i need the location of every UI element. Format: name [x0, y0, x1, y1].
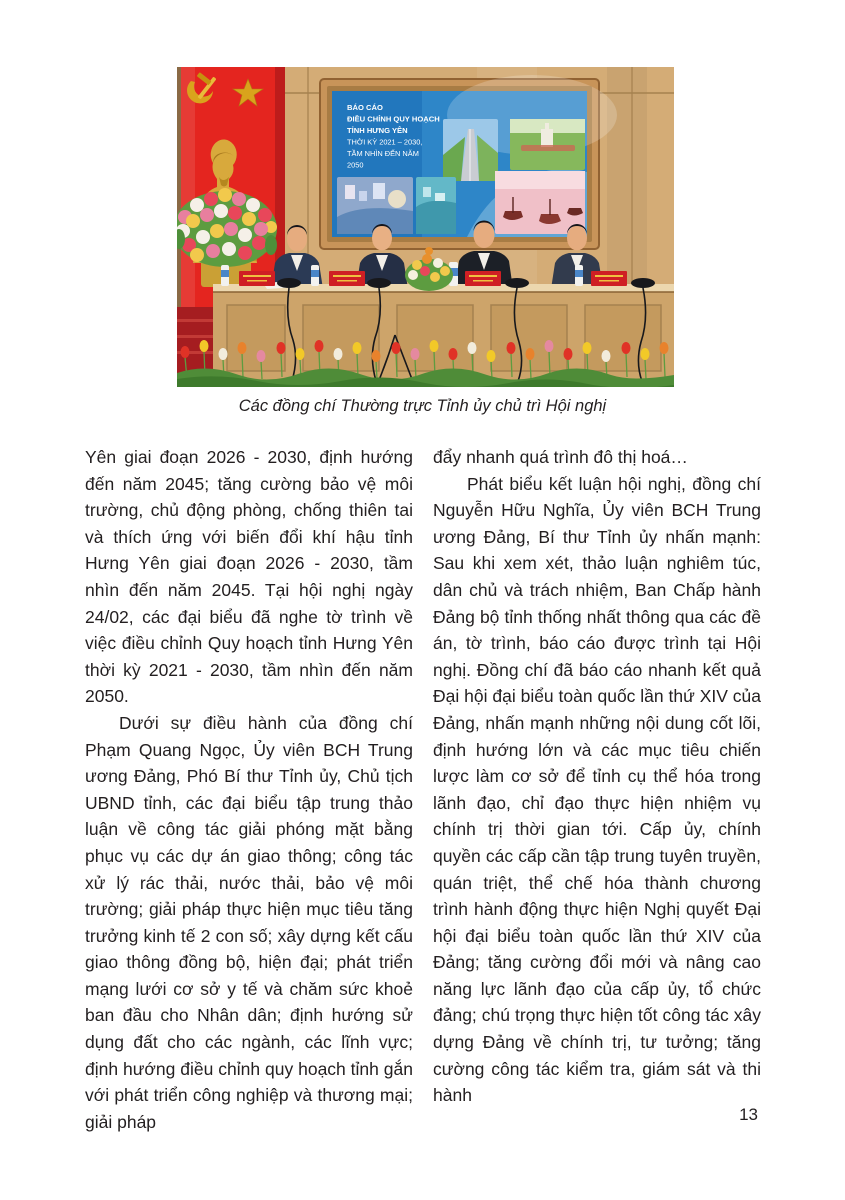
slide-image-highway [443, 119, 498, 181]
svg-text:BÁO CÁO: BÁO CÁO [347, 103, 383, 112]
paragraph: Dưới sự điều hành của đồng chí Phạm Quang Ngọc, Ủy viên BCH Trung ương Đảng, Phó Bí thư Tỉnh ủy, Chủ tịch UBND tỉnh, các đại biểu tập trung thảo luận về công tác giải phóng mặt bằng phục vụ các dự án giao thông; công tác xử lý rác thải, nước thải, bảo vệ môi trường; giải pháp thực hiện mục tiêu tăng trưởng kinh tế 2 con số; xây dựng kết cấu giao thông đồng bộ, hiện đại; phát triển mạng lưới cơ sở y tế và chăm sức khoẻ ban đầu cho Nhân dân; định hướng sử dụng đất cho các ngành, các lĩnh vực; định hướng điều chỉnh quy hoạch tỉnh gắn với phát triển công nghiệp và thương mại; giải pháp [85, 712, 413, 1132]
conference-photo-scene [177, 67, 674, 387]
paragraph: Phát biểu kết luận hội nghị, đồng chí Nguyễn Hữu Nghĩa, Ủy viên BCH Trung ương Đảng, Bí thư Tỉnh ủy nhấn mạnh: Sau khi xem xét, thảo luận nghiêm túc, dân chủ và trách nhiệm, Ban Chấp hành Đảng bộ tỉnh thống nhất thông qua các đề án, tờ trình, báo cáo được trình tại Hội nghị. Đồng chí đã báo cáo nhanh kết quả Đại hội đại biểu toàn quốc lần thứ XIV của Đảng, nhấn mạnh những nội dung cốt lõi, định hướng lớn và các mục tiêu chiến lược làm cơ sở để tỉnh cụ thể hóa trong lãnh đạo, chỉ đạo thực hiện nhiệm vụ chính trị thời gian tới. Cấp ủy, chính quyền các cấp cần tập trung tuyên truyền, quán triệt, thể chế hóa thành chương trình hành động thực hiện Nghị quyết Đại hội đại biểu toàn quốc lần thứ XIV của Đảng; tăng cường đổi mới và nâng cao năng lực lãnh đạo của cấp ủy, tổ chức đảng; chú trọng thực hiện tốt công tác xây dựng Đảng về chính trị, tư tưởng; tăng cường công tác kiểm tra, giám sát và thi hành [433, 473, 761, 1106]
paragraph: đẩy nhanh quá trình đô thị hoá… [433, 447, 688, 467]
slide-image-city [337, 177, 413, 234]
page-number: 13 [739, 1105, 758, 1124]
article-column-right [433, 444, 761, 1135]
article-body [85, 444, 761, 1135]
slide-image-monument [510, 119, 585, 170]
nameplate [329, 271, 365, 286]
article-column-left [85, 444, 413, 1135]
presentation-screen [320, 75, 617, 249]
photo-caption: Các đồng chí Thường trực Tỉnh ủy chủ trì Hội nghị [238, 397, 607, 415]
paragraph: Yên giai đoạn 2026 - 2030, định hướng đến năm 2045; tăng cường bảo vệ môi trường, chủ động phòng, chống thiên tai và thích ứng với biến đổi khí hậu tỉnh Hưng Yên giai đoạn 2026 - 2030, tầm nhìn đến năm 2045. Tại hội nghị ngày 24/02, các đại biểu đã nghe tờ trình về việc điều chỉnh Quy hoạch tỉnh Hưng Yên thời kỳ 2021 - 2030, tầm nhìn đến năm 2050. [85, 447, 413, 707]
svg-text:THỜI KỲ 2021 – 2030,: THỜI KỲ 2021 – 2030, [347, 137, 423, 147]
svg-text:2050: 2050 [347, 160, 364, 170]
svg-text:TẦM NHÌN ĐẾN NĂM: TẦM NHÌN ĐẾN NĂM [347, 149, 419, 158]
nameplate [239, 271, 275, 286]
svg-text:ĐIỀU CHỈNH QUY HOẠCH: ĐIỀU CHỈNH QUY HOẠCH [347, 114, 440, 124]
nameplate [465, 271, 501, 286]
conference-photo [177, 67, 674, 387]
slide-image-boats [495, 171, 585, 234]
slide-image-town [416, 177, 456, 234]
svg-text:TỈNH HƯNG YÊN: TỈNH HƯNG YÊN [347, 126, 408, 135]
nameplate [591, 271, 627, 286]
